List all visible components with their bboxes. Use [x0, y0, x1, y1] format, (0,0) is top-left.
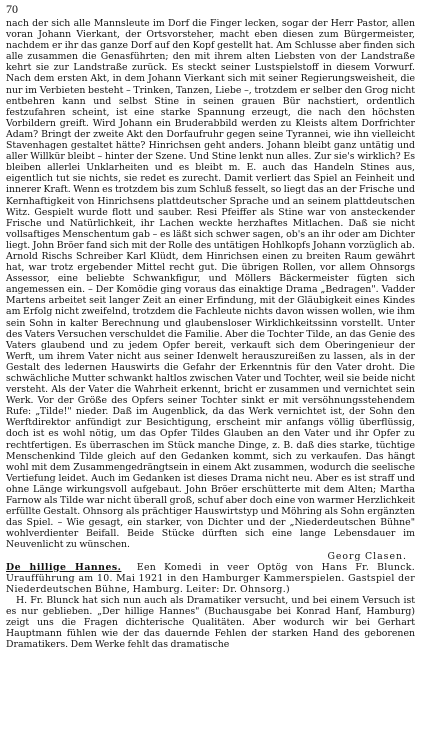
- text-column: [6, 18, 415, 650]
- review-body: nach der sich alle Mannsleute im Dorf die Finger lecken, sogar der Herr Pastor, allen voran Johann Vierkant, der Ortsvorsteher, macht eben diesen zum Bürgermeister, nachdem er ihr das ganze Dorf auf den Kopf gestellt hat. Am Schlusse aber finden sich alle zusammen die Genasführten; den mit ihrem alten Liebsten von der Landstraße kehrt sie zur Landstraße zurück. Es steckt seiner Lustspielstoff in diesem Vorwurf. Nach dem ersten Akt, in dem Johann Vierkant sich mit seiner Regierungsweisheit, die nur im Verbieten besteht – Trinken, Tanzen, Liebe –, trotzdem er selber den Grog nicht entbehren kann und selbst Stine in seinen grauen Bür nachstiert, ordentlich festzufahren scheint, ist eine starke Spannung erzeugt, die nach den höchsten Vorbildern greift. Wird Johann ein Bruderabbild werden zu Kleists altem Dorfrichter Adam? Bringt der zweite Akt den Dorfaufruhr gegen seine Tyrannei, wie ihn vielleicht Stavenhagen gestaltet hätte? Hinrichsen geht anders. Johann bleibt ganz untätig und aller Willkür bleibt – hinter der Szene. Und Stine lenkt nun alles. Zur sie's wirklich? Es bleiben allerlei Unklarheiten und es bleibt m. E. auch das Handeln Stines aus, eigentlich tut sie nichts, sie redet es zurecht. Damit verliert das Spiel an Feinheit und innerer Kraft. Wenn es trotzdem bis zum Schluß fesselt, so liegt das an der Frische und Kernhaftigkeit von Hinrichsens plattdeutscher Sprache und an seinem plattdeutschen Witz. Gespielt wurde flott und sauber. Resi Pfeiffer als Stine war von ansteckender Frische und Natürlichkeit, ihr Lachen weckte herzhaftes Mitlachen. Daß sie nicht vollsaftiges Menschentum gab – es läßt sich schwer sagen, ob's an ihr oder am Dichter liegt. John Bröer fand sich mit der Rolle des untätigen Hohlkopfs Johann vorzüglich ab. Arnold Rischs Schreiber Karl Klüdt, dem Hinrichsen einen zu breiten Raum gewährt hat, war trotz ergebender Mittel recht gut. Die übrigen Rollen, vor allem Ohnsorgs Assessor, eine beliebte Schwankfigur, und Möllers Bäckermeister fügten sich angemessen ein. – Der Komödie ging voraus das einaktige Drama „Bedragen". Vadder Martens arbeitet seit langer Zeit an einer Erfindung, mit der Gläubigkeit eines Kindes am Erfolg nicht zweifelnd, trotzdem die Fachleute nichts davon wissen wollen, wie ihm sein Sohn in kalter Berechnung und glaubensloser Wirklichkeitssinn vorstellt. Unter des Vaters Versuchen verschuldet die Familie. Aber die Tochter Tilde, an das Genie des Vaters glaubend und zu jedem Opfer bereit, verkauft sich dem Oberingenieur der Werft, um ihrem Vater nicht aus seiner Idenwelt herauszureißen zu lassen, als in der Gestalt des ledernen Hauswirts die Gefahr der Erkenntnis für den Vater droht. Die schwächliche Mutter schwankt haltlos zwischen Vater und Tochter, weil sie beide nicht versteht. Als der Vater die Wahrheit erkennt, bricht er zusammen und vernichtet sein Werk. Vor der Größe des Opfers seiner Tochter sinkt er mit versöhnungsstehendem Rufe: „Tilde!" nieder. Daß im Augenblick, da das Werk vernichtet ist, der Sohn den Werftdirektor anfündigt zur Besichtigung, erscheint mir anfangs völlig überflüssig, doch ist es wohl nötig, um das Opfer Tildes Glauben an den Vater und ihr Opfer zu rechtfertigen. Es überraschen im Stück manche Dinge, z. B. daß dies starke, tüchtige Menschenkind Tilde gleich auf den Gedanken kommt, sich zu verkaufen. Das hängt wohl mit dem Zusammengedrängtsein in einem Akt zusammen, wodurch die seelische Vertiefung leidet. Auch im Gedanken ist dieses Drama nicht neu. Aber es ist straff und ohne Länge wirkungsvoll aufgebaut. John Bröer erschütterte mit dem Alten; Martha Farnow als Tilde war nicht überall groß, schuf aber doch eine von warmer Herzlichkeit erfüllte Gestalt. Ohnsorg als prächtiger Hauswirtstyp und Möhring als Sohn ergänzten das Spiel. – Wie gesagt, ein starker, von Dichter und der „Niederdeutschen Bühne" wohlverdienter Beifall. Beide Stücke dürften sich eine lange Lebensdauer im Neuvenlicht zu wünschen.: [6, 18, 415, 551]
- section-heading: [6, 562, 415, 595]
- page-number: 70: [6, 2, 18, 16]
- play-title: De hillige Hannes.: [6, 561, 122, 573]
- play-subtitle: Een Komedi in veer Optög von Hans Fr. Blunck. Uraufführung am 10. Mai 1921 in den Hamburger Kammerspielen. Gastspiel der Niederdeutschen Bühne, Hamburg. Leiter: Dr. Ohnsorg.): [6, 561, 415, 595]
- review-body-2: H. Fr. Blunck hat sich nun auch als Dramatiker versucht, und bei einem Versuch ist es nur geblieben. „Der hillige Hannes" (Buchausgabe bei Konrad Hanf, Hamburg) zeigt uns die Fragen dichterische Qualitäten. Aber wodurch wir bei Gerhart Hauptmann fühlen wie der das dauernde Fehlen der starken Hand des geborenen Dramatikers. Dem Werke fehlt das dramatische: [6, 594, 415, 651]
- signature: Georg Clasen.: [327, 550, 407, 562]
